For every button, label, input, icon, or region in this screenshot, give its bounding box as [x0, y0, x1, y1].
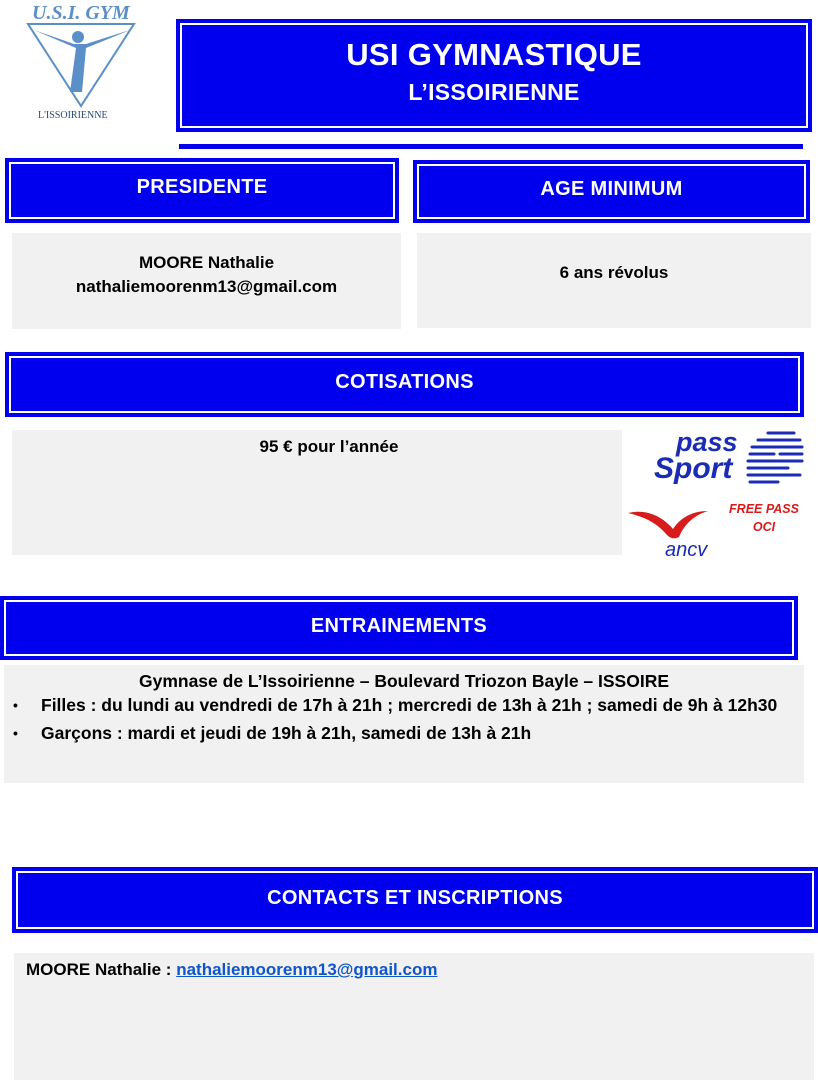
- presidente-panel: [12, 233, 401, 329]
- ancv-logo: [627, 505, 727, 565]
- age-heading-box: [413, 160, 810, 223]
- free-pass-oci: [720, 502, 808, 535]
- header-divider: [179, 144, 803, 149]
- schedule-list: [4, 695, 794, 751]
- logo-bottom-text: L'ISSOIRIENNE: [38, 110, 108, 121]
- presidente-heading: PRESIDENTE: [136, 176, 268, 198]
- club-logo: [18, 0, 143, 128]
- entrainements-heading: ENTRAINEMENTS: [310, 615, 488, 637]
- cotisations-price: 95 € pour l’année: [259, 437, 399, 456]
- age-value: 6 ans révolus: [559, 263, 669, 282]
- gymnast-emblem-icon: [26, 22, 136, 108]
- presidente-email: nathaliemoorenm13@gmail.com: [75, 277, 338, 296]
- contacts-email-link[interactable]: nathaliemoorenm13@gmail.com: [176, 960, 438, 979]
- page-title: USI GYMNASTIQUE: [346, 37, 642, 72]
- entrainements-panel: [4, 665, 804, 783]
- pass-sport-lines-icon: [744, 430, 804, 484]
- entrainements-location: Gymnase de L’Issoirienne – Boulevard Triozon Bayle – ISSOIRE: [138, 671, 670, 691]
- schedule-item-filles: • Filles : du lundi au vendredi de 17h à 21h ; mercredi de 13h à 21h ; samedi de 9h à 12h30: [4, 695, 794, 716]
- ancv-bird-icon: [627, 505, 709, 541]
- free-pass-text-2: OCI: [752, 520, 776, 534]
- contacts-heading-box: [12, 867, 818, 933]
- cotisations-heading: COTISATIONS: [335, 371, 474, 393]
- contacts-panel: [14, 953, 814, 1080]
- pass-sport-logo: [652, 428, 807, 490]
- header-banner: [176, 19, 812, 132]
- contacts-heading: CONTACTS ET INSCRIPTIONS: [267, 887, 563, 909]
- age-heading: AGE MINIMUM: [540, 178, 683, 200]
- cotisations-heading-box: [5, 352, 804, 417]
- contacts-name: MOORE Nathalie :: [26, 960, 177, 979]
- page-subtitle: L’ISSOIRIENNE: [408, 79, 580, 105]
- presidente-name: MOORE Nathalie: [138, 253, 275, 272]
- ancv-text: ancv: [665, 539, 708, 561]
- cotisations-panel: [12, 430, 622, 555]
- entrainements-heading-box: [0, 596, 798, 660]
- free-pass-text-1: FREE PASS: [729, 502, 799, 516]
- schedule-item-garcons: • Garçons : mardi et jeudi de 19h à 21h, samedi de 13h à 21h: [4, 723, 794, 744]
- logo-top-text: U.S.I. GYM: [32, 2, 130, 24]
- pass-sport-text-2: Sport: [654, 452, 733, 485]
- age-panel: [417, 233, 811, 328]
- contacts-line: [26, 960, 437, 980]
- pass-sport-text-1: pass: [676, 427, 738, 457]
- presidente-heading-box: [5, 158, 399, 223]
